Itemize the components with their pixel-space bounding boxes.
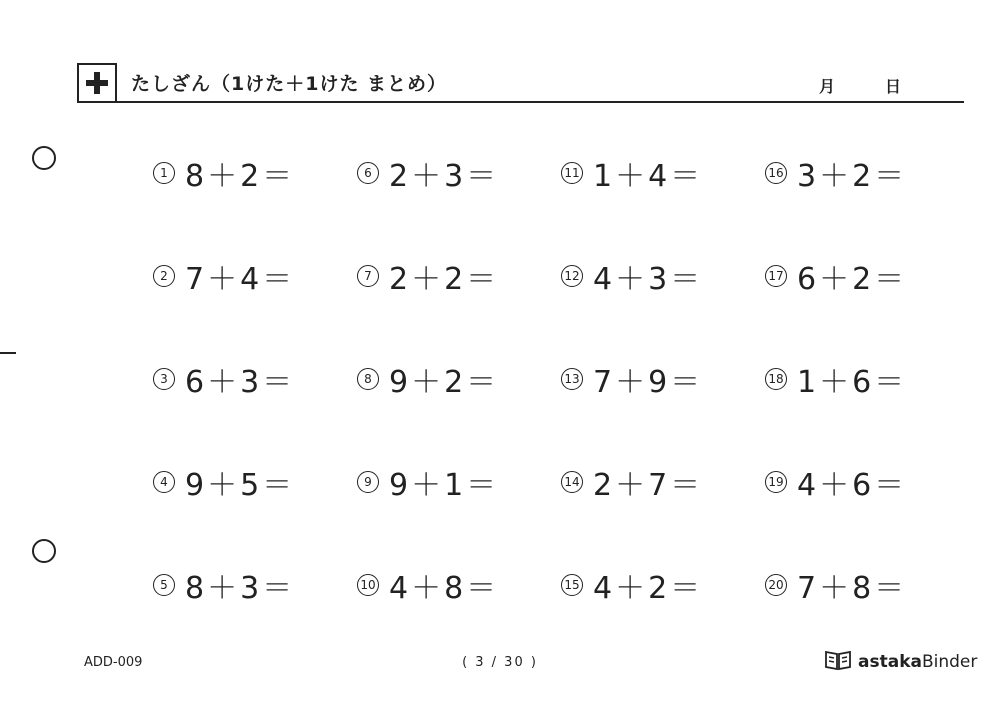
punch-hole-bottom bbox=[32, 539, 56, 563]
problem-number: 4 bbox=[153, 471, 175, 493]
problem-expression: 8＋2＝ bbox=[185, 159, 296, 194]
punch-hole-top bbox=[32, 146, 56, 170]
problem-14 bbox=[561, 454, 765, 510]
problem-2 bbox=[153, 248, 357, 304]
problem-number: 16 bbox=[765, 162, 787, 184]
plus-icon bbox=[77, 63, 117, 103]
problem-number: 19 bbox=[765, 471, 787, 493]
problem-number: 8 bbox=[357, 368, 379, 390]
problem-number: 18 bbox=[765, 368, 787, 390]
problem-expression: 8＋3＝ bbox=[185, 571, 296, 606]
problem-expression: 4＋6＝ bbox=[797, 468, 908, 503]
problem-expression: 2＋3＝ bbox=[389, 159, 500, 194]
problem-expression: 9＋5＝ bbox=[185, 468, 296, 503]
problem-6 bbox=[357, 145, 561, 201]
worksheet-header bbox=[77, 63, 964, 105]
problem-11 bbox=[561, 145, 765, 201]
problem-expression: 4＋3＝ bbox=[593, 262, 704, 297]
header-underline bbox=[117, 101, 964, 103]
problem-number: 15 bbox=[561, 574, 583, 596]
problem-9 bbox=[357, 454, 561, 510]
problem-grid bbox=[153, 145, 953, 660]
problem-15 bbox=[561, 557, 765, 613]
problem-number: 17 bbox=[765, 265, 787, 287]
page-indicator: ( 3 / 30 ) bbox=[462, 655, 538, 670]
problem-18 bbox=[765, 351, 969, 407]
worksheet-code: ADD-009 bbox=[84, 655, 143, 670]
problem-expression: 4＋2＝ bbox=[593, 571, 704, 606]
problem-expression: 6＋2＝ bbox=[797, 262, 908, 297]
problem-4 bbox=[153, 454, 357, 510]
problem-expression: 1＋4＝ bbox=[593, 159, 704, 194]
problem-expression: 7＋9＝ bbox=[593, 365, 704, 400]
problem-expression: 9＋2＝ bbox=[389, 365, 500, 400]
problem-expression: 2＋2＝ bbox=[389, 262, 500, 297]
problem-16 bbox=[765, 145, 969, 201]
problem-7 bbox=[357, 248, 561, 304]
problem-3 bbox=[153, 351, 357, 407]
problem-expression: 3＋2＝ bbox=[797, 159, 908, 194]
problem-number: 20 bbox=[765, 574, 787, 596]
problem-8 bbox=[357, 351, 561, 407]
problem-expression: 6＋3＝ bbox=[185, 365, 296, 400]
problem-number: 1 bbox=[153, 162, 175, 184]
problem-number: 7 bbox=[357, 265, 379, 287]
problem-number: 9 bbox=[357, 471, 379, 493]
worksheet-title: たしざん（1けた＋1けた まとめ） bbox=[131, 73, 448, 95]
problem-5 bbox=[153, 557, 357, 613]
fold-mark bbox=[0, 352, 16, 354]
problem-number: 6 bbox=[357, 162, 379, 184]
problem-expression: 2＋7＝ bbox=[593, 468, 704, 503]
problem-expression: 1＋6＝ bbox=[797, 365, 908, 400]
problem-12 bbox=[561, 248, 765, 304]
day-label: 日 bbox=[885, 77, 902, 96]
problem-number: 3 bbox=[153, 368, 175, 390]
problem-17 bbox=[765, 248, 969, 304]
problem-number: 10 bbox=[357, 574, 379, 596]
problem-expression: 7＋4＝ bbox=[185, 262, 296, 297]
problem-number: 14 bbox=[561, 471, 583, 493]
problem-expression: 7＋8＝ bbox=[797, 571, 908, 606]
binder-book-icon bbox=[824, 649, 852, 675]
problem-number: 5 bbox=[153, 574, 175, 596]
problem-20 bbox=[765, 557, 969, 613]
problem-1 bbox=[153, 145, 357, 201]
problem-expression: 4＋8＝ bbox=[389, 571, 500, 606]
problem-number: 2 bbox=[153, 265, 175, 287]
problem-expression: 9＋1＝ bbox=[389, 468, 500, 503]
problem-number: 13 bbox=[561, 368, 583, 390]
problem-13 bbox=[561, 351, 765, 407]
problem-10 bbox=[357, 557, 561, 613]
brand-name: astakaBinder bbox=[858, 652, 978, 672]
problem-number: 11 bbox=[561, 162, 583, 184]
problem-number: 12 bbox=[561, 265, 583, 287]
problem-19 bbox=[765, 454, 969, 510]
month-label: 月 bbox=[819, 77, 836, 96]
brand-logo bbox=[824, 649, 977, 675]
